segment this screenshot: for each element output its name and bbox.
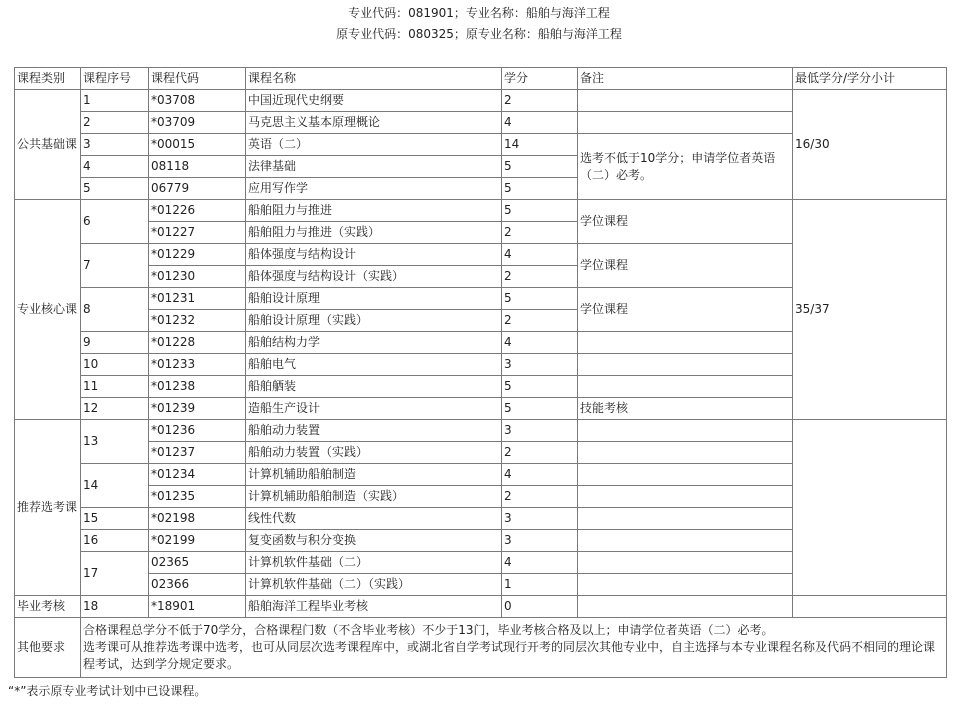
table-row <box>15 90 947 112</box>
category-cell: 专业核心课 <box>15 200 81 420</box>
code-cell: *01232 <box>149 310 246 332</box>
code-cell: *01237 <box>149 442 246 464</box>
requirement-text: 选考课可从推荐选考课中选考，也可从同层次选考课程库中，或湖北省自学考试现行开考的同层次其他专业中，自主选择与本专业课程名称及代码不相同的理论课程考试，达到学分规定要求。 <box>83 640 936 671</box>
seq-cell: 6 <box>81 200 149 244</box>
name-cell: 马克思主义基本原理概论 <box>246 112 502 134</box>
note-cell: 选考不低于10学分；申请学位者英语（二）必考。 <box>578 134 793 200</box>
column-header: 课程名称 <box>246 68 502 90</box>
course-plan-table <box>14 67 947 678</box>
code-cell: *00015 <box>149 134 246 156</box>
name-cell: 船舶动力装置（实践） <box>246 442 502 464</box>
code-cell: *01231 <box>149 288 246 310</box>
credit-cell: 2 <box>502 266 578 288</box>
seq-cell: 11 <box>81 376 149 398</box>
code-cell: *01239 <box>149 398 246 420</box>
name-cell: 法律基础 <box>246 156 502 178</box>
seq-cell: 13 <box>81 420 149 464</box>
code-cell: 06779 <box>149 178 246 200</box>
credit-cell: 14 <box>502 134 578 156</box>
name-cell: 船舶结构力学 <box>246 332 502 354</box>
subtotal-cell: 35/37 <box>793 200 947 420</box>
category-cell: 公共基础课 <box>15 90 81 200</box>
code-cell: *02199 <box>149 530 246 552</box>
code-cell: *01227 <box>149 222 246 244</box>
code-cell: *01234 <box>149 464 246 486</box>
subtotal-cell <box>793 420 947 596</box>
original-major-code-title: 原专业代码：080325；原专业名称：船舶与海洋工程 <box>336 27 622 41</box>
note-cell <box>578 596 793 618</box>
category-cell: 推荐选考课 <box>15 420 81 596</box>
seq-cell: 17 <box>81 552 149 596</box>
code-cell: *01228 <box>149 332 246 354</box>
other-requirements-cell <box>81 618 947 678</box>
name-cell: 计算机辅助船舶制造（实践） <box>246 486 502 508</box>
note-cell <box>578 464 793 486</box>
name-cell: 中国近现代史纲要 <box>246 90 502 112</box>
name-cell: 船体强度与结构设计（实践） <box>246 266 502 288</box>
seq-cell: 4 <box>81 156 149 178</box>
name-cell: 船舶设计原理 <box>246 288 502 310</box>
credit-cell: 2 <box>502 310 578 332</box>
table-header-row <box>15 68 947 90</box>
column-header: 课程代码 <box>149 68 246 90</box>
name-cell: 船舶电气 <box>246 354 502 376</box>
name-cell: 船舶海洋工程毕业考核 <box>246 596 502 618</box>
column-header: 课程序号 <box>81 68 149 90</box>
name-cell: 船体强度与结构设计 <box>246 244 502 266</box>
note-cell: 学位课程 <box>578 200 793 244</box>
credit-cell: 4 <box>502 552 578 574</box>
seq-cell: 12 <box>81 398 149 420</box>
seq-cell: 14 <box>81 464 149 508</box>
name-cell: 船舶阻力与推进（实践） <box>246 222 502 244</box>
name-cell: 英语（二） <box>246 134 502 156</box>
note-cell <box>578 332 793 354</box>
credit-cell: 2 <box>502 486 578 508</box>
name-cell: 船舶舾装 <box>246 376 502 398</box>
note-cell <box>578 552 793 574</box>
code-cell: *03709 <box>149 112 246 134</box>
credit-cell: 3 <box>502 420 578 442</box>
credit-cell: 5 <box>502 200 578 222</box>
name-cell: 计算机辅助船舶制造 <box>246 464 502 486</box>
other-requirements-row <box>15 618 947 678</box>
table-row <box>15 200 947 222</box>
note-cell <box>578 442 793 464</box>
credit-cell: 2 <box>502 222 578 244</box>
major-code-title: 专业代码：081901；专业名称：船舶与海洋工程 <box>348 6 610 20</box>
note-cell <box>578 530 793 552</box>
code-cell: 02366 <box>149 574 246 596</box>
credit-cell: 2 <box>502 90 578 112</box>
code-cell: 02365 <box>149 552 246 574</box>
credit-cell: 5 <box>502 398 578 420</box>
table-row <box>15 420 947 442</box>
note-cell: 学位课程 <box>578 288 793 332</box>
note-cell <box>578 112 793 134</box>
credit-cell: 5 <box>502 156 578 178</box>
name-cell: 船舶动力装置 <box>246 420 502 442</box>
name-cell: 造船生产设计 <box>246 398 502 420</box>
seq-cell: 5 <box>81 178 149 200</box>
credit-cell: 1 <box>502 574 578 596</box>
name-cell: 船舶阻力与推进 <box>246 200 502 222</box>
requirement-text: 合格课程总学分不低于70学分，合格课程门数（不含毕业考核）不少于13门，毕业考核合格及以上；申请学位者英语（二）必考。 <box>83 623 774 637</box>
seq-cell: 18 <box>81 596 149 618</box>
credit-cell: 2 <box>502 442 578 464</box>
seq-cell: 9 <box>81 332 149 354</box>
code-cell: *01230 <box>149 266 246 288</box>
table-row <box>15 596 947 618</box>
note-cell <box>578 486 793 508</box>
note-cell: 学位课程 <box>578 244 793 288</box>
name-cell: 计算机软件基础（二） <box>246 552 502 574</box>
credit-cell: 5 <box>502 288 578 310</box>
credit-cell: 3 <box>502 354 578 376</box>
code-cell: *01233 <box>149 354 246 376</box>
code-cell: *02198 <box>149 508 246 530</box>
name-cell: 船舶设计原理（实践） <box>246 310 502 332</box>
name-cell: 线性代数 <box>246 508 502 530</box>
seq-cell: 1 <box>81 90 149 112</box>
credit-cell: 3 <box>502 508 578 530</box>
credit-cell: 4 <box>502 244 578 266</box>
seq-cell: 7 <box>81 244 149 288</box>
column-header: 备注 <box>578 68 793 90</box>
credit-cell: 4 <box>502 112 578 134</box>
code-cell: *18901 <box>149 596 246 618</box>
credit-cell: 0 <box>502 596 578 618</box>
name-cell: 计算机软件基础（二）（实践） <box>246 574 502 596</box>
seq-cell: 2 <box>81 112 149 134</box>
subtotal-cell: 16/30 <box>793 90 947 200</box>
note-cell: 技能考核 <box>578 398 793 420</box>
seq-cell: 3 <box>81 134 149 156</box>
credit-cell: 5 <box>502 178 578 200</box>
note-cell <box>578 376 793 398</box>
category-cell: 其他要求 <box>15 618 81 678</box>
category-cell: 毕业考核 <box>15 596 81 618</box>
note-cell <box>578 508 793 530</box>
name-cell: 应用写作学 <box>246 178 502 200</box>
code-cell: *01229 <box>149 244 246 266</box>
code-cell: *01226 <box>149 200 246 222</box>
subtotal-cell <box>793 596 947 618</box>
credit-cell: 5 <box>502 376 578 398</box>
credit-cell: 3 <box>502 530 578 552</box>
code-cell: *03708 <box>149 90 246 112</box>
name-cell: 复变函数与积分变换 <box>246 530 502 552</box>
code-cell: *01236 <box>149 420 246 442</box>
column-header: 最低学分/学分小计 <box>793 68 947 90</box>
note-cell <box>578 574 793 596</box>
code-cell: 08118 <box>149 156 246 178</box>
credit-cell: 4 <box>502 332 578 354</box>
credit-cell: 4 <box>502 464 578 486</box>
note-cell <box>578 354 793 376</box>
seq-cell: 15 <box>81 508 149 530</box>
seq-cell: 8 <box>81 288 149 332</box>
seq-cell: 16 <box>81 530 149 552</box>
code-cell: *01235 <box>149 486 246 508</box>
seq-cell: 10 <box>81 354 149 376</box>
footnote: “*”表示原专业考试计划中已设课程。 <box>8 684 207 698</box>
code-cell: *01238 <box>149 376 246 398</box>
column-header: 课程类别 <box>15 68 81 90</box>
note-cell <box>578 420 793 442</box>
column-header: 学分 <box>502 68 578 90</box>
note-cell <box>578 90 793 112</box>
